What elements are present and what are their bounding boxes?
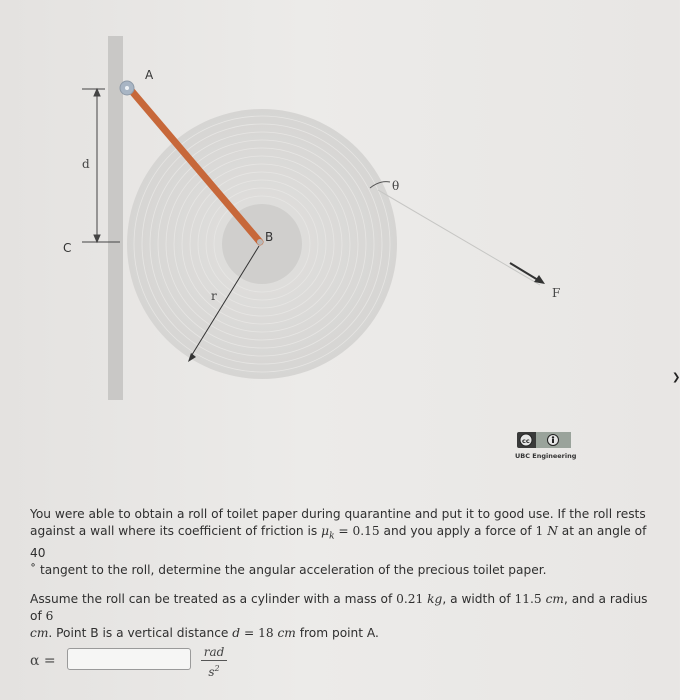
arrow-up-icon — [94, 89, 100, 96]
problem-paragraph-1: You were able to obtain a roll of toilet paper during quarantine and put it to good use. If the roll rests against a wall where its coefficient of friction is $\mu_k = 0.15$ and you apply a force of 1 N at an angle of 40 ˚ tangent to the roll, determine the angular acceleration of the precious toilet paper. — [30, 507, 647, 578]
edge-marker: ❯ — [672, 372, 680, 383]
pin-b — [257, 239, 263, 245]
unit-numerator: rad — [203, 645, 225, 659]
unit-denominator: $s^2$ — [208, 664, 220, 679]
credit-text: UBC Engineering — [515, 452, 577, 460]
label-b: B — [265, 230, 274, 244]
unit-fraction — [200, 644, 228, 680]
problem-paragraph-2: Assume the roll can be treated as a cylinder with a mass of 0.21 kg, a width of 11.5 cm, and a radius of 6 cm. Point B is a vertical distance d = 18 cm from point A. — [30, 592, 648, 641]
problem-statement — [30, 506, 660, 654]
arrow-down-icon — [94, 235, 100, 242]
label-d: d — [82, 157, 90, 171]
alpha-label: α = — [30, 653, 56, 669]
cc-license-badge — [517, 432, 571, 448]
svg-text:cc: cc — [522, 437, 530, 445]
label-a: A — [145, 68, 154, 82]
label-c: C — [63, 241, 72, 255]
answer-row — [30, 644, 330, 688]
label-theta: θ — [392, 179, 400, 193]
tangent-line — [378, 190, 540, 285]
label-r: r — [211, 289, 217, 303]
angular-acceleration-input[interactable] — [67, 648, 191, 670]
force-arrow-shaft — [510, 263, 538, 280]
label-f: F — [552, 286, 561, 300]
